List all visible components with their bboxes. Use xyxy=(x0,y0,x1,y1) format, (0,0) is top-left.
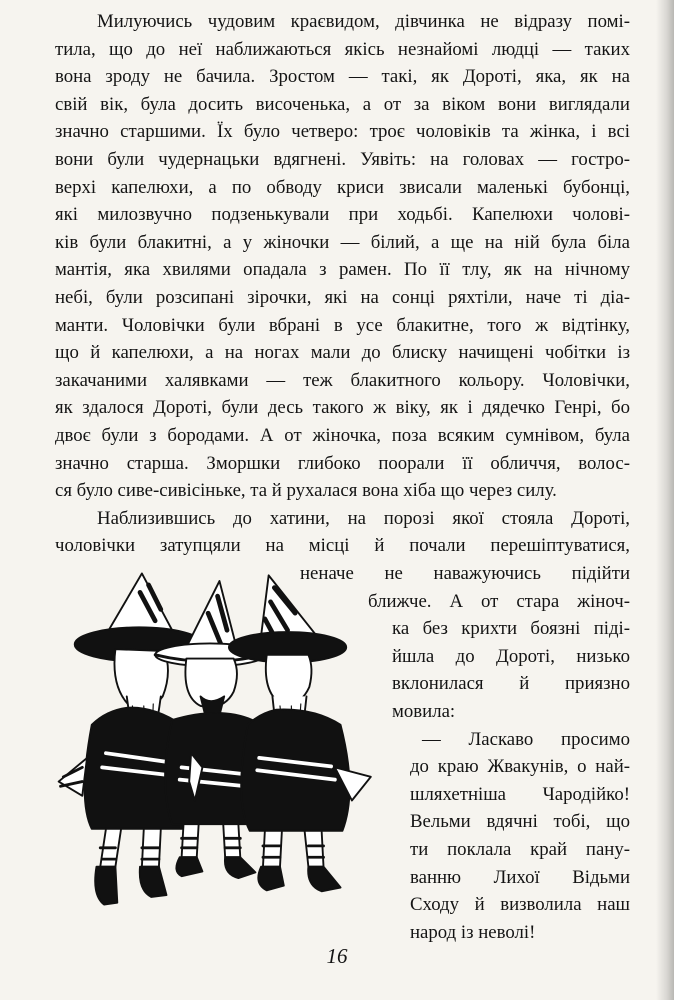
page-spine-shadow xyxy=(656,0,674,1000)
text-line: тила, що до неї наближаються якісь незнайомі людці — таких xyxy=(55,38,630,60)
text-line: шляхетніша Чародійко! xyxy=(410,783,630,805)
text-line: чоловічки затупцяли на місці й почали перешіптуватися, xyxy=(55,535,630,557)
text-line: значно старшими. Їх було четверо: троє чоловіків та жінка, і всі xyxy=(55,121,630,143)
text-line: Милуючись чудовим краєвидом, дівчинка не відразу помі- xyxy=(97,11,630,32)
text-line: ся було сиве-сивісіньке, та й рухалася вона хіба що через силу. xyxy=(55,480,557,502)
text-line: ванню Лихої Відьми xyxy=(410,866,630,888)
text-line: Вельми вдячні тобі, що xyxy=(410,811,630,833)
text-line: двоє були з бородами. А от жіночка, поза всяким сумнівом, була xyxy=(55,425,630,446)
text-line: — Ласкаво просимо xyxy=(422,728,630,750)
text-line: як здалося Дороті, були десь такого ж віку, як і дядечко Генрі, бо xyxy=(55,397,630,419)
text-line: мовила: xyxy=(392,701,456,722)
text-line: які милозвучно подзенькували при ходьбі. Капелюхи чолові- xyxy=(55,204,630,226)
page-number: 16 xyxy=(326,944,348,968)
text-line: ків були блакитні, а у жіночки — білий, а ще на ній була біла xyxy=(55,231,630,253)
text-line: до краю Жвакунів, о най- xyxy=(410,756,630,778)
text-line: народ із неволі! xyxy=(410,921,536,943)
text-line: закачаними халявками — теж блакитного кольору. Чоловічки, xyxy=(55,369,630,391)
text-line: неначе не наважуючись підійти xyxy=(300,563,630,584)
text-line: ти поклала край пану- xyxy=(410,839,630,860)
text-line: ближче. А от стара жіноч- xyxy=(368,590,630,612)
text-line: вклонилася й приязно xyxy=(392,673,630,695)
text-line: манти. Чоловічки були вбрані в усе блакитне, того ж відтінку, xyxy=(55,314,630,336)
text-line: свій вік, була досить височенька, а от за віком вони виглядали xyxy=(55,93,630,115)
text-line: йшла до Дороті, низько xyxy=(392,645,630,667)
text-line: Наблизившись до хатини, на порозі якої стояла Дороті, xyxy=(97,507,630,529)
text-line: небі, були розсипані зірочки, які на сонці ряхтіли, наче ті діа- xyxy=(55,287,630,308)
text-line: вони були чудернацьки вдягнені. Уявіть: на головах — гостро- xyxy=(55,149,630,170)
text-line: верхі капелюхи, а по обводу криси звисали маленькі бубонці, xyxy=(55,176,630,198)
text-line: значно старша. Зморшки глибоко поорали її обличчя, волос- xyxy=(55,452,630,474)
text-line: Сходу й визволила наш xyxy=(410,894,630,916)
three-munchkins-illustration xyxy=(30,564,390,914)
text-line: вона зроду не бачила. Зростом — такі, як Дороті, яка, як на xyxy=(55,66,630,88)
text-line: ка без крихти боязні піді- xyxy=(392,618,630,640)
text-line: мантія, яка хвилями опадала з рамен. По її тлу, як на нічному xyxy=(55,259,630,281)
text-line: що й капелюхи, а на ногах мали до блиску начищені чобітки із xyxy=(55,342,630,364)
